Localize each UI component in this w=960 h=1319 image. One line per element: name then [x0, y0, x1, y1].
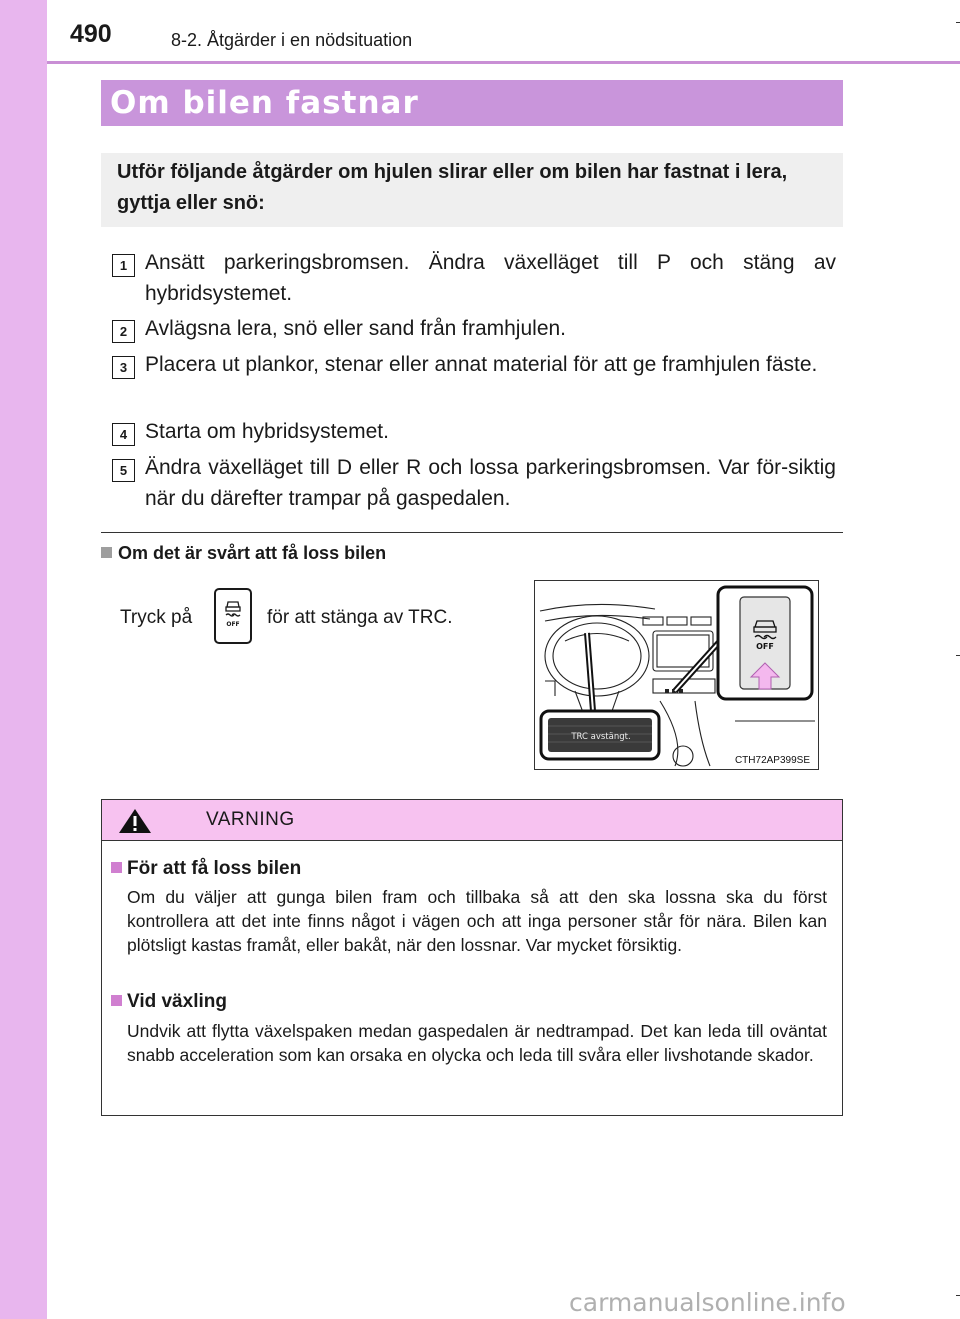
sub-heading: [101, 543, 386, 564]
chapter-title: 8-2. Åtgärder i en nödsituation: [171, 30, 413, 50]
crop-mark: [956, 1295, 960, 1296]
warning-item-text: Undvik att flytta växelspaken medan gaspedalen är nedtrampad. Det kan leda till oväntat snabb acceleration som kan orsaka en olycka och leda till svåra eller livshotande skador.: [127, 1021, 827, 1065]
press-text-after: för att stänga av TRC.: [267, 607, 453, 628]
watermark: carmanualsonline.info: [569, 1288, 846, 1317]
bullet-square-icon: [101, 547, 112, 558]
warning-triangle-icon: [118, 808, 152, 839]
bullet-square-icon: [111, 995, 122, 1006]
header-rule: [47, 61, 960, 64]
crop-mark: [956, 22, 960, 23]
step-text: Ändra växelläget till D eller R och lossa parkeringsbromsen. Var för-siktig när du därefter trampar på gaspedalen.: [145, 456, 836, 510]
warning-box: [101, 799, 843, 1116]
trc-button-label: OFF: [226, 621, 240, 628]
step-text: Ansätt parkeringsbromsen. Ändra växelläget till P och stäng av hybridsystemet.: [145, 251, 836, 305]
warning-item-heading: [111, 858, 301, 880]
warning-item-heading: [111, 991, 227, 1013]
press-text-before: Tryck på: [120, 607, 193, 628]
sub-heading-text: Om det är svårt att få loss bilen: [118, 543, 387, 563]
figure-code: CTH72AP399SE: [734, 755, 810, 766]
step-number: 1: [112, 254, 135, 277]
warning-header: [102, 800, 842, 841]
step-number: 5: [112, 459, 135, 482]
dashboard-illustration: [534, 580, 819, 770]
warning-title: VARNING: [206, 809, 295, 830]
warning-item-heading-text: För att få loss bilen: [127, 858, 302, 879]
page-number: 490: [70, 20, 112, 48]
step-text: Starta om hybridsystemet.: [145, 420, 389, 443]
step-text: Avlägsna lera, snö eller sand från framhjulen.: [145, 317, 567, 340]
crop-mark: [956, 655, 960, 656]
intro-text: Utför följande åtgärder om hjulen slirar eller om bilen har fastnat i lera, gyttja eller snö:: [117, 161, 788, 214]
side-band: [0, 0, 47, 1319]
section-title-bar: [101, 80, 843, 126]
step-text: Placera ut plankor, stenar eller annat material för att ge framhjulen fäste.: [145, 353, 818, 376]
step-number: 4: [112, 423, 135, 446]
warning-item-text: Om du väljer att gunga bilen fram och tillbaka så att den ska lossna ska du först kontrollera att det inte finns något i vägen och att inga personer står för nära. Bilen kan plötsligt kastas framåt, eller bakåt, när den lossnar. Var mycket försiktig.: [127, 887, 827, 955]
section-divider: [101, 532, 843, 533]
bullet-square-icon: [111, 862, 122, 873]
figure-off-label: OFF: [756, 642, 774, 651]
figure-display-text: TRC avstängt.: [571, 732, 631, 742]
step-number: 2: [112, 320, 135, 343]
step-number: 3: [112, 356, 135, 379]
section-title: Om bilen fastnar: [110, 85, 419, 121]
warning-item-heading-text: Vid växling: [127, 991, 227, 1012]
trc-off-button-icon: [214, 588, 252, 644]
intro-box: [101, 153, 843, 227]
